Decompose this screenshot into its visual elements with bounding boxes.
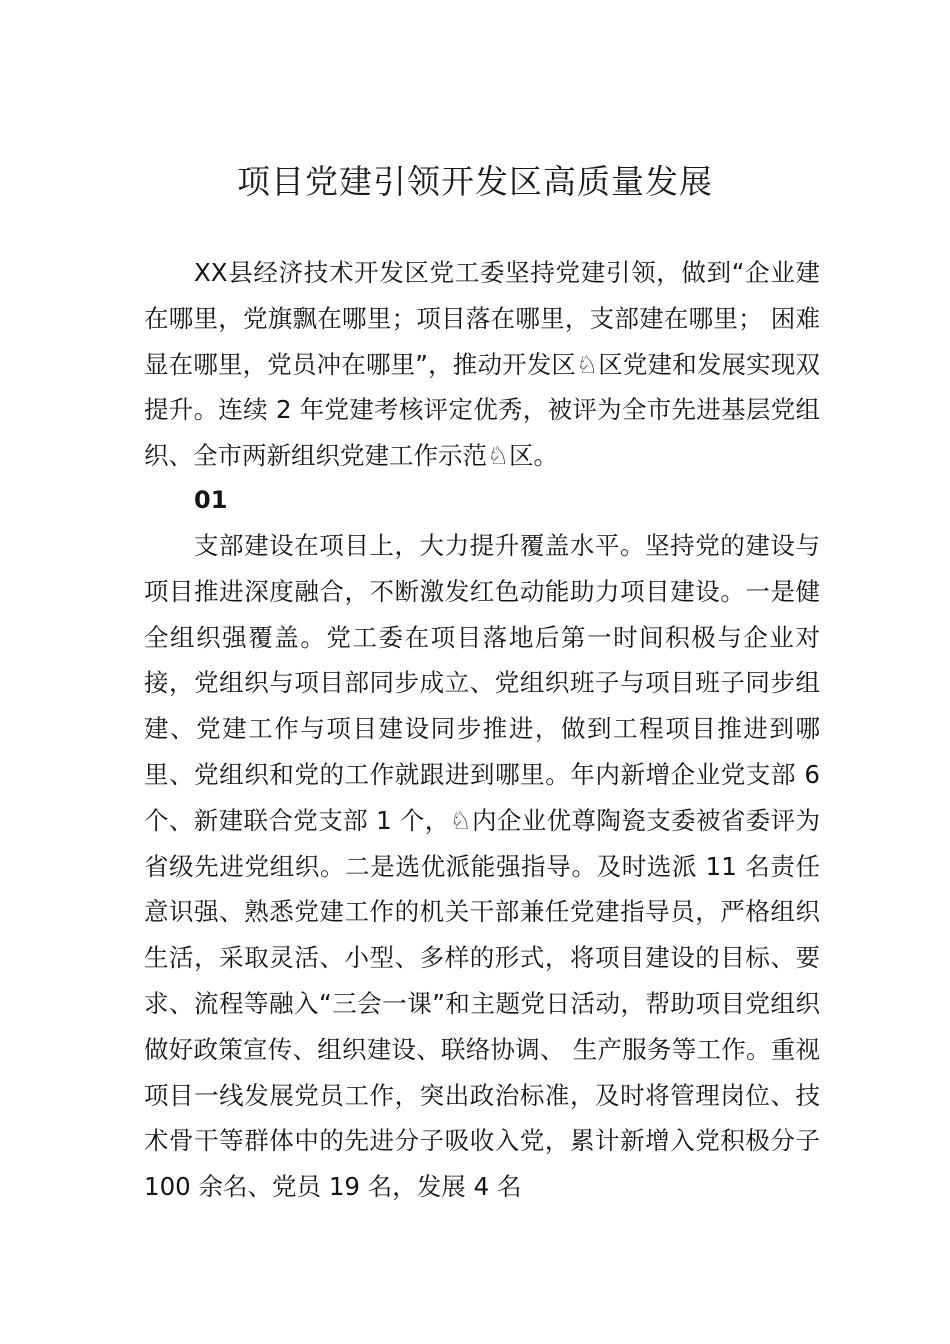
section-paragraph: 支部建设在项目上，大力提升覆盖水平。坚持党的建设与项目推进深度融合，不断激发红色动能助力项目建设。一是健全组织强覆盖。党工委在项目落地后第一时间积极与企业对接，党组织与项目部同步成立、党组织班子与项目班子同步组建、党建工作与项目建设同步推进，做到工程项目推进到哪里、党组织和党的工作就跟进到哪里。年内新增企业党支部 6 个、新建联合党支部 1 个，♘内企业优尊陶瓷支委被省委评为省级先进党组织。二是选优派能强指导。及时选派 11 名责任意识强、熟悉党建工作的机关干部兼任党建指导员，严格组织生活，采取灵活、小型、多样的形式，将项目建设的目标、要求、流程等融入“三会一课”和主题党日活动，帮助项目党组织做好政策宣传、组织建设、联络协调、 生产服务等工作。重视项目一线发展党员工作，突出政治标准，及时将管理岗位、技术骨干等群体中的先进分子吸收入党，累计新增入党积极分子 100 余名、党员 19 名，发展 4 名: [144, 531, 820, 1202]
document-title: 项目党建引领开发区高质量发展: [237, 162, 713, 201]
intro-paragraph: XX县经济技术开发区党工委坚持党建引领，做到“企业建在哪里，党旗飘在哪里；项目落在哪里，支部建在哪里； 困难显在哪里，党员冲在哪里”，推动开发区♘区党建和发展实现双提升。连续 2 年党建考核评定优秀，被评为全市先进基层党组织、全市两新组织党建工作示范♘区。: [144, 258, 820, 471]
section-number: 01: [194, 486, 228, 514]
